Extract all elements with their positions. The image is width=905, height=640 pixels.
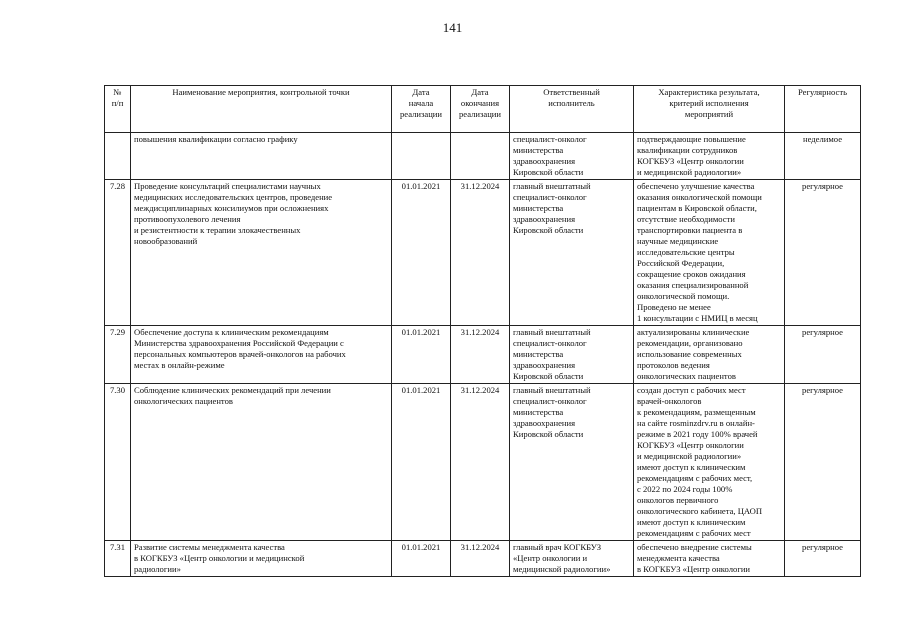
header-start-date: Дата начала реализации xyxy=(392,86,451,133)
row-name: Соблюдение клинических рекомендаций при лечении онкологических пациентов xyxy=(131,384,392,541)
table-row xyxy=(105,180,861,326)
row-end-date xyxy=(451,133,510,180)
header-num: № п/п xyxy=(105,86,131,133)
row-result: актуализированы клинические рекомендации, организовано использование современных протоколов ведения онкологических пациентов xyxy=(634,326,785,384)
row-end-date: 31.12.2024 xyxy=(451,326,510,384)
header-responsible: Ответственный исполнитель xyxy=(510,86,634,133)
table-row xyxy=(105,133,861,180)
row-regularity: регулярное xyxy=(785,180,861,326)
row-num: 7.29 xyxy=(105,326,131,384)
row-result: подтверждающие повышение квалификации сотрудников КОГКБУЗ «Центр онкологии и медицинской радиологии» xyxy=(634,133,785,180)
row-name: Развитие системы менеджмента качества в КОГКБУЗ «Центр онкологии и медицинской радиологии» xyxy=(131,541,392,577)
row-num: 7.30 xyxy=(105,384,131,541)
header-end-date: Дата окончания реализации xyxy=(451,86,510,133)
page-number: 141 xyxy=(442,20,463,35)
row-result: создан доступ с рабочих мест врачей-онкологов к рекомендациям, размещенным на сайте rosminzdrv.ru в онлайн- режиме в 2021 году 100% врачей КОГКБУЗ «Центр онкологии и медицинской радиологии» имеют доступ к клиническим рекомендациям с рабочих мест, с 2022 по 2024 годы 100% онкологов первичного онкологического кабинета, ЦАОП имеют доступ к клиническим рекомендациям с рабочих мест xyxy=(634,384,785,541)
row-start-date: 01.01.2021 xyxy=(392,384,451,541)
row-result: обеспечено внедрение системы менеджмента качества в КОГКБУЗ «Центр онкологии xyxy=(634,541,785,577)
row-num xyxy=(105,133,131,180)
row-start-date xyxy=(392,133,451,180)
row-responsible: специалист-онколог министерства здравоохранения Кировской области xyxy=(510,133,634,180)
row-regularity: регулярное xyxy=(785,326,861,384)
row-responsible: главный врач КОГКБУЗ «Центр онкологии и медицинской радиологии» xyxy=(510,541,634,577)
row-end-date: 31.12.2024 xyxy=(451,180,510,326)
row-regularity: неделимое xyxy=(785,133,861,180)
row-regularity: регулярное xyxy=(785,541,861,577)
row-start-date: 01.01.2021 xyxy=(392,541,451,577)
table-row xyxy=(105,326,861,384)
row-num: 7.28 xyxy=(105,180,131,326)
row-num: 7.31 xyxy=(105,541,131,577)
row-name: повышения квалификации согласно графику xyxy=(131,133,392,180)
row-name: Обеспечение доступа к клиническим рекомендациям Министерства здравоохранения Российской Федерации с персональных компьютеров врачей-онкологов на рабочих местах в онлайн-режиме xyxy=(131,326,392,384)
table-header-row xyxy=(105,86,861,133)
row-start-date: 01.01.2021 xyxy=(392,326,451,384)
header-name: Наименование мероприятия, контрольной точки xyxy=(131,86,392,133)
header-result: Характеристика результата, критерий исполнения мероприятий xyxy=(634,86,785,133)
row-name: Проведение консультаций специалистами научных медицинских исследовательских центров, проведение междисциплинарных консилиумов при осложнениях противоопухолевого лечения и резистентности к терапии злокачественных новообразований xyxy=(131,180,392,326)
activities-table xyxy=(104,85,861,577)
row-responsible: главный внештатный специалист-онколог министерства здравоохранения Кировской области xyxy=(510,180,634,326)
header-regularity: Регулярность xyxy=(785,86,861,133)
row-regularity: регулярное xyxy=(785,384,861,541)
table-row xyxy=(105,384,861,541)
row-end-date: 31.12.2024 xyxy=(451,541,510,577)
row-end-date: 31.12.2024 xyxy=(451,384,510,541)
row-result: обеспечено улучшение качества оказания онкологической помощи пациентам в Кировской области, отсутствие необходимости транспортировки пациента в научные медицинские исследовательские центры Российской Федерации, сокращение сроков ожидания оказания специализированной онкологической помощи. Проведено не менее 1 консультации с НМИЦ в месяц xyxy=(634,180,785,326)
row-start-date: 01.01.2021 xyxy=(392,180,451,326)
row-responsible: главный внештатный специалист-онколог министерства здравоохранения Кировской области xyxy=(510,326,634,384)
table-row xyxy=(105,541,861,577)
row-responsible: главный внештатный специалист-онколог министерства здравоохранения Кировской области xyxy=(510,384,634,541)
